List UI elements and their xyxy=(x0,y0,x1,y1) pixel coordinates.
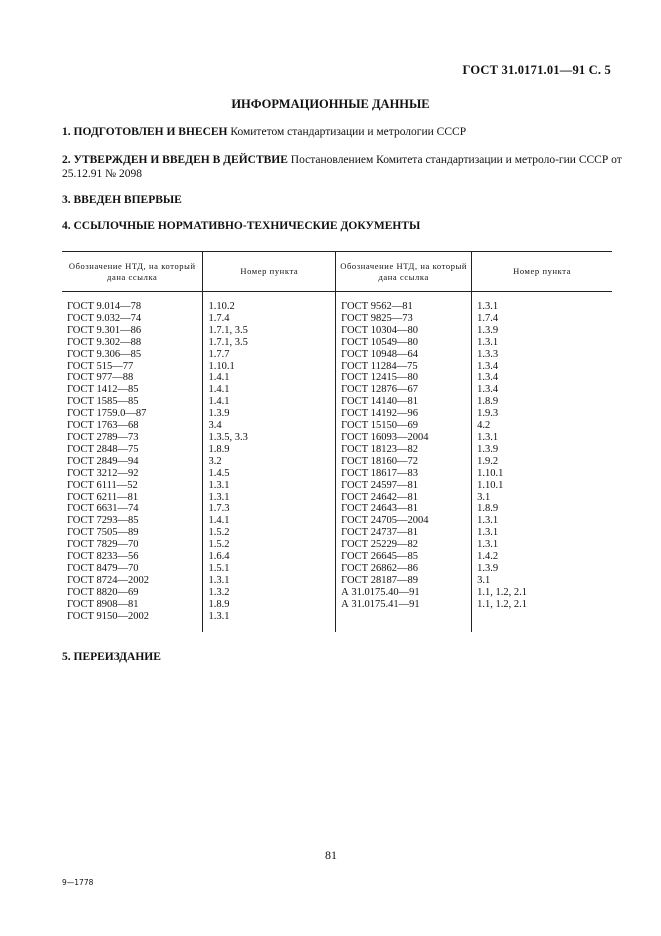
section-1 xyxy=(62,125,466,139)
table-cell-line: ГОСТ 10304—80 xyxy=(341,324,418,336)
table-cell-line: ГОСТ 6631—74 xyxy=(67,503,139,515)
table-cell-line: ГОСТ 18617—83 xyxy=(341,467,418,479)
table-cell-line: ГОСТ 15150—69 xyxy=(341,420,418,432)
table-cell-line: 1.3.1 xyxy=(477,527,499,539)
table-cell-line: ГОСТ 2848—75 xyxy=(67,443,139,455)
table-cell-line: ГОСТ 8820—69 xyxy=(67,586,139,598)
table-cell-line: 1.5.2 xyxy=(208,539,230,551)
table-cell-line: ГОСТ 1412—85 xyxy=(67,384,139,396)
section-2-text: Постановлением Комитета стандартизации и метроло-гии СССР от 25.12.91 № 2098 xyxy=(62,154,622,180)
table-cell-line: 1.4.2 xyxy=(477,551,499,563)
table-cell-line: ГОСТ 26862—86 xyxy=(341,562,418,574)
table-cell-line: 1.4.1 xyxy=(208,396,230,408)
table-cell-line: ГОСТ 9.301—86 xyxy=(67,324,142,336)
table-cell-line: 1.3.9 xyxy=(208,408,230,420)
table-cell-line: ГОСТ 24642—81 xyxy=(341,491,418,503)
table-cell-line: 1.8.9 xyxy=(477,396,499,408)
page-number: 81 xyxy=(325,848,337,862)
table-cell-line: 1.5.1 xyxy=(208,562,230,574)
table-cell-line: 1.3.1 xyxy=(477,301,499,312)
table-cell-line: ГОСТ 14192—96 xyxy=(341,408,418,420)
table-cell-line: 1.7.1, 3.5 xyxy=(208,324,248,336)
table-cell-line: 1.3.4 xyxy=(477,360,499,372)
table-cell-line: ГОСТ 18160—72 xyxy=(341,455,418,467)
page-title: ИНФОРМАЦИОННЫЕ ДАННЫЕ xyxy=(231,97,430,111)
table-cell-line: 1.4.5 xyxy=(208,467,230,479)
table-cell-line: ГОСТ 9.302—88 xyxy=(67,336,142,348)
table-cell-line: 1.4.1 xyxy=(208,384,230,396)
table-cell-line: 1.3.1 xyxy=(477,336,499,348)
table-body-row xyxy=(62,292,612,633)
table-header-row xyxy=(62,252,612,292)
table-cell-line: 1.1, 1.2, 2.1 xyxy=(477,598,528,610)
col-header-doc-left: Обозначение НТД, на который дана ссылка xyxy=(62,252,203,292)
table-cell-line: 1.3.4 xyxy=(477,384,499,396)
table-cell-line: ГОСТ 10948—64 xyxy=(341,348,418,360)
table-cell-line: 3.4 xyxy=(208,420,222,432)
table-cell-line: 1.10.1 xyxy=(208,360,235,372)
section-4-heading: 4. ССЫЛОЧНЫЕ НОРМАТИВНО-ТЕХНИЧЕСКИЕ ДОКУМЕНТЫ xyxy=(62,220,421,232)
right-items-column xyxy=(472,292,612,633)
table-cell-line: ГОСТ 977—88 xyxy=(67,372,134,384)
table-cell-line: 1.3.4 xyxy=(477,372,499,384)
table-cell-line: ГОСТ 9.032—74 xyxy=(67,312,142,324)
table-cell-line: ГОСТ 2789—73 xyxy=(67,431,139,443)
table-cell-line: ГОСТ 24597—81 xyxy=(341,479,418,491)
section-2-heading: 2. УТВЕРЖДЕН И ВВЕДЕН В ДЕЙСТВИЕ xyxy=(62,154,288,166)
table-cell-line: ГОСТ 24643—81 xyxy=(341,503,418,515)
table-cell-line: ГОСТ 1585—85 xyxy=(67,396,139,408)
left-docs-column xyxy=(62,292,203,633)
table-cell-line: ГОСТ 12415—80 xyxy=(341,372,418,384)
table-cell-line: ГОСТ 6111—52 xyxy=(67,479,138,491)
table-cell-line: ГОСТ 9562—81 xyxy=(341,301,413,312)
table-cell-line: 1.8.9 xyxy=(477,503,499,515)
section-1-text: Комитетом стандартизации и метрологии СССР xyxy=(227,126,467,138)
table-cell-line: ГОСТ 11284—75 xyxy=(341,360,418,372)
table-cell-line: ГОСТ 24705—2004 xyxy=(341,515,429,527)
section-5-heading: 5. ПЕРЕИЗДАНИЕ xyxy=(62,651,161,663)
table-cell-line: 1.1, 1.2, 2.1 xyxy=(477,586,528,598)
section-2 xyxy=(62,153,622,181)
table-cell-line: ГОСТ 18123—82 xyxy=(341,443,418,455)
col-header-item-left: Номер пункта xyxy=(203,252,336,292)
table-cell-line: ГОСТ 2849—94 xyxy=(67,455,139,467)
table-cell-line: ГОСТ 9.014—78 xyxy=(67,301,142,312)
table-cell-line: ГОСТ 9150—2002 xyxy=(67,610,150,622)
table-cell-line: 3.1 xyxy=(477,491,491,503)
table-cell-line: ГОСТ 9825—73 xyxy=(341,312,413,324)
table-cell-line: ГОСТ 16093—2004 xyxy=(341,431,429,443)
table-cell-line: 1.3.9 xyxy=(477,443,499,455)
section-4 xyxy=(62,219,420,233)
section-3-heading: 3. ВВЕДЕН ВПЕРВЫЕ xyxy=(62,194,182,206)
table-cell-line: 1.4.1 xyxy=(208,372,230,384)
table-cell-line: 1.3.2 xyxy=(208,586,230,598)
table-cell-line: 3.2 xyxy=(208,455,222,467)
section-3 xyxy=(62,193,182,207)
table-cell-line: 1.7.7 xyxy=(208,348,230,360)
table-cell-line: ГОСТ 26645—85 xyxy=(341,551,418,563)
table-cell-line: 1.3.9 xyxy=(477,324,499,336)
right-docs-column xyxy=(336,292,472,633)
print-code: 9—1778 xyxy=(62,878,94,887)
table-cell-line: 1.7.4 xyxy=(477,312,499,324)
table-cell-line: ГОСТ 8233—56 xyxy=(67,551,139,563)
table-cell-line: 1.9.2 xyxy=(477,455,499,467)
table-cell-line: 1.10.1 xyxy=(477,467,504,479)
table-cell-line: 1.3.1 xyxy=(208,574,230,586)
table-cell-line: ГОСТ 12876—67 xyxy=(341,384,418,396)
table-cell-line: 1.5.2 xyxy=(208,527,230,539)
table-cell-line: А 31.0175.41—91 xyxy=(341,598,420,610)
table-cell-line: ГОСТ 7293—85 xyxy=(67,515,139,527)
table-cell-line: 1.6.4 xyxy=(208,551,230,563)
table-cell-line: 1.8.9 xyxy=(208,598,230,610)
table-cell-line: 1.3.5, 3.3 xyxy=(208,431,248,443)
table-cell-line: 1.10.2 xyxy=(208,301,235,312)
col-header-item-right: Номер пункта xyxy=(472,252,612,292)
table-cell-line: ГОСТ 8908—81 xyxy=(67,598,139,610)
table-cell-line: ГОСТ 8479—70 xyxy=(67,562,139,574)
document-code-header: ГОСТ 31.0171.01—91 С. 5 xyxy=(462,63,611,77)
table-cell-line: ГОСТ 6211—81 xyxy=(67,491,139,503)
col-header-doc-right: Обозначение НТД, на который дана ссылка xyxy=(336,252,472,292)
table-cell-line: ГОСТ 1763—68 xyxy=(67,420,139,432)
table-cell-line: ГОСТ 7829—70 xyxy=(67,539,139,551)
reference-documents-table xyxy=(62,251,612,632)
table-cell-line: 3.1 xyxy=(477,574,491,586)
table-cell-line: ГОСТ 14140—81 xyxy=(341,396,418,408)
table-cell-line: 1.3.9 xyxy=(477,562,499,574)
table-cell-line: 1.3.1 xyxy=(477,539,499,551)
table-cell-line: 1.3.1 xyxy=(208,491,230,503)
table-cell-line: 4.2 xyxy=(477,420,491,432)
table-cell-line: 1.7.4 xyxy=(208,312,230,324)
table-cell-line: ГОСТ 28187—89 xyxy=(341,574,418,586)
section-1-heading: 1. ПОДГОТОВЛЕН И ВНЕСЕН xyxy=(62,126,228,138)
table-cell-line: 1.3.1 xyxy=(477,431,499,443)
table-cell-line: ГОСТ 3212—92 xyxy=(67,467,139,479)
table-cell-line: 1.3.1 xyxy=(208,479,230,491)
table-cell-line: 1.7.1, 3.5 xyxy=(208,336,248,348)
table-cell-line: 1.3.1 xyxy=(208,610,230,622)
table-cell-line: 1.10.1 xyxy=(477,479,504,491)
table-cell-line: 1.9.3 xyxy=(477,408,499,420)
table-cell-line: 1.4.1 xyxy=(208,515,230,527)
table-cell-line: ГОСТ 515—77 xyxy=(67,360,134,372)
table-cell-line: ГОСТ 24737—81 xyxy=(341,527,418,539)
table-cell-line: 1.3.1 xyxy=(477,515,499,527)
table-cell-line: А 31.0175.40—91 xyxy=(341,586,420,598)
table-cell-line: ГОСТ 8724—2002 xyxy=(67,574,150,586)
table-cell-line: 1.7.3 xyxy=(208,503,230,515)
table-cell-line: ГОСТ 25229—82 xyxy=(341,539,418,551)
left-items-column xyxy=(203,292,336,633)
table-cell-line: ГОСТ 10549—80 xyxy=(341,336,418,348)
section-5 xyxy=(62,650,161,664)
table-cell-line: ГОСТ 9.306—85 xyxy=(67,348,142,360)
table-cell-line: 1.3.3 xyxy=(477,348,499,360)
table-cell-line: ГОСТ 1759.0—87 xyxy=(67,408,147,420)
table-cell-line: 1.8.9 xyxy=(208,443,230,455)
table-cell-line: ГОСТ 7505—89 xyxy=(67,527,139,539)
